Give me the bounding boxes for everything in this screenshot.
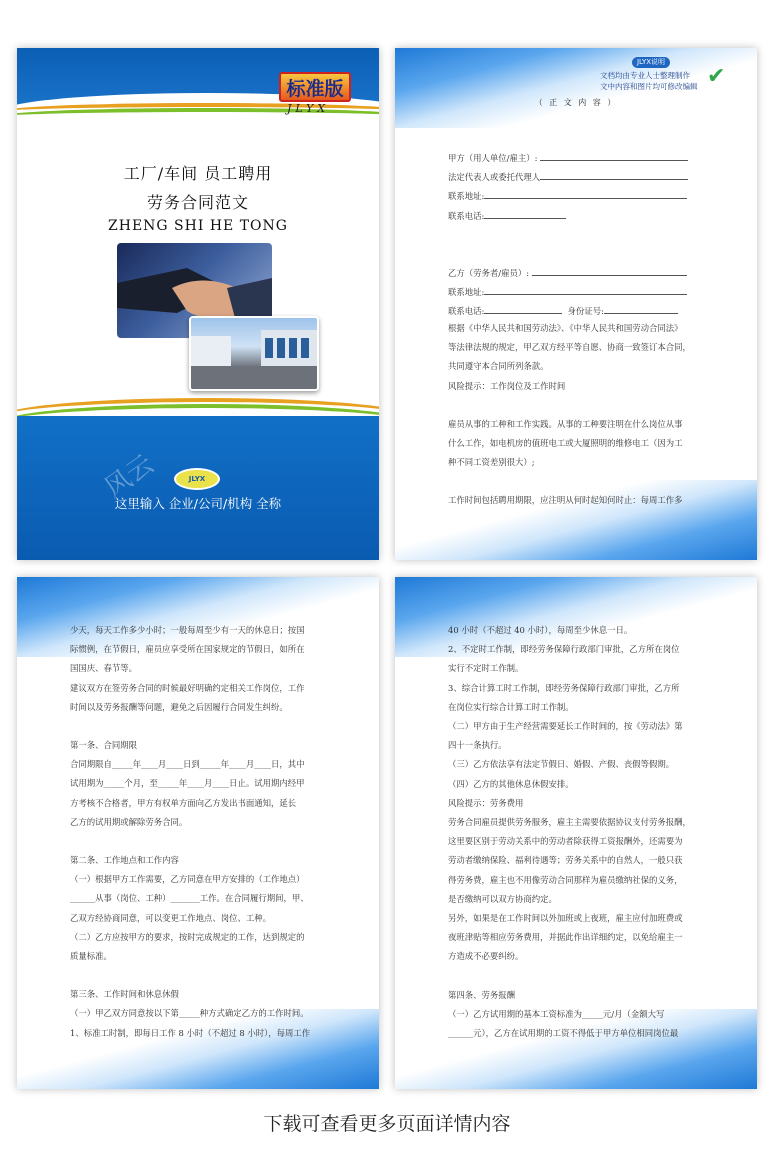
- text-line: （二）甲方由于生产经营需要延长工作时间的，按《劳动法》第: [448, 721, 683, 732]
- factory-photo: [189, 316, 319, 391]
- text-line: 际惯例，在节假日，雇员应享受所在国家规定的节假日，如所在: [70, 644, 305, 655]
- text-line: 方造成不必要纠纷。: [448, 951, 524, 962]
- text-line: ______元），乙方在试用期的工资不得低于甲方单位相同岗位最: [448, 1028, 679, 1039]
- text-line: 这里要区别于劳动关系中的劳动者除获得工资报酬外，还需要为: [448, 836, 683, 847]
- text-line: 另外，如果是在工作时间以外加班或上夜班，雇主应付加班费或: [448, 913, 683, 924]
- text-line: （四）乙方的其他休息休假安排。: [448, 778, 574, 789]
- text-line: 风险提示：工作岗位及工作时间: [448, 380, 566, 391]
- company-logo: JLYX: [174, 468, 220, 490]
- text-line: 乙方的试用期或解除劳务合同。: [70, 816, 188, 827]
- phone-b-label: 联系电话:: [448, 306, 485, 317]
- text-line: 40 小时（不超过 40 小时），每周至少休息一日。: [448, 625, 633, 635]
- cover-page: [17, 48, 379, 560]
- text-line: 少天，每天工作多少小时；一般每周至少有一天的休息日；按国: [70, 625, 305, 635]
- page4-body: [448, 621, 710, 1043]
- addr-b-label: 联系地址:: [448, 287, 485, 298]
- content-page-2: [17, 577, 379, 1089]
- party-a-line: [540, 151, 688, 161]
- cover-title-line1: 工厂/车间 员工聘用: [123, 164, 273, 183]
- text-line: 质量标准。: [70, 951, 112, 962]
- text-line: 方考核不合格者，甲方有权单方面向乙方发出书面通知，延长: [70, 797, 297, 808]
- text-line: （二）乙方应按甲方的要求，按时完成规定的工作，达到规定的: [70, 931, 305, 942]
- content-page-1: [395, 48, 757, 560]
- text-line: 种不同工资差别很大）;: [448, 457, 535, 468]
- edition-badge: 标准版: [279, 72, 351, 102]
- id-no-label: 身份证号:: [567, 306, 604, 317]
- text-line: 在岗位实行综合计算工时工作制。: [448, 701, 574, 712]
- text-line: 乙双方经协商同意，可以变更工作地点、岗位、工种。: [70, 912, 271, 923]
- content-page-3: [395, 577, 757, 1089]
- page3-body: [70, 621, 332, 1043]
- text-line: （一）根据甲方工作需要，乙方同意在甲方安排的（工作地点）: [70, 874, 305, 885]
- party-info: [448, 149, 710, 321]
- article-heading: 第三条、工作时间和休息休假: [70, 989, 179, 1000]
- text-line: 劳动者缴纳保险、福利待遇等；劳务关系中的自然人，一般只获: [448, 855, 683, 866]
- legal-rep-label: 法定代表人或委托代理人: [448, 172, 541, 183]
- top-swoosh: [395, 48, 757, 128]
- section-title: （ 正 文 内 容 ）: [534, 98, 618, 107]
- text-line: 夜班津贴等相应劳务费用，并据此作出详细约定，以免给雇主一: [448, 932, 683, 943]
- text-line: ______从事（岗位、工种）_______工作。在合同履行期间，甲、: [70, 893, 309, 904]
- text-line: （一）甲乙双方同意按以下第_____种方式确定乙方的工作时间。: [70, 1008, 309, 1019]
- article-heading: 第二条、工作地点和工作内容: [70, 855, 179, 866]
- download-caption: 下载可查看更多页面详情内容: [263, 1113, 511, 1135]
- cover-company-name: 这里输入 企业/公司/机构 全称: [114, 496, 282, 511]
- text-line: 是否缴纳可以双方协商约定。: [448, 893, 557, 904]
- text-line: 得劳务费，雇主也不用像劳动合同那样为雇员缴纳社保的义务，: [448, 874, 683, 885]
- addr-a-label: 联系地址:: [448, 191, 485, 202]
- cover-watermark: 风云: [99, 449, 160, 504]
- text-line: 四十一条执行。: [448, 740, 507, 751]
- article-heading: 第四条、劳务报酬: [448, 989, 515, 1000]
- text-line: 雇员从事的工种和工作实践。从事的工种要注明在什么岗位从事: [448, 418, 683, 429]
- note-line1: 文档均由专业人士整理制作: [600, 71, 690, 80]
- note-line2: 文中内容和图片均可修改编辑: [600, 82, 698, 91]
- page2-body: [448, 319, 710, 511]
- text-line: 2、不定时工作制，即经劳务保障行政部门审批，乙方所在岗位: [448, 644, 680, 655]
- text-line: 国国庆、春节等。: [70, 663, 137, 674]
- badge-sub: JLYX: [287, 102, 330, 115]
- text-line: 试用期为_____个月，至_____年____月____日止。试用期内经甲: [70, 778, 305, 789]
- text-line: 劳务合同雇员提供劳务服务，雇主主需要依据协议支付劳务报酬，: [448, 817, 691, 828]
- check-icon: ✔: [707, 64, 726, 89]
- text-line: 合同期限自_____年____月____日到_____年____月____日，其中: [70, 759, 305, 770]
- text-line: （一）乙方试用期的基本工资标准为_____元/月（金额大写: [448, 1008, 665, 1019]
- text-line: 时间以及劳务报酬等问题，避免之后因履行合同发生纠纷。: [70, 701, 288, 712]
- party-a-label: 甲方（用人单位/雇主）:: [448, 153, 538, 163]
- party-b-label: 乙方（劳务者/雇员）:: [448, 267, 530, 278]
- phone-a-label: 联系电话:: [448, 210, 485, 221]
- text-line: 等法律法规的规定，甲乙双方经平等自愿、协商一致签订本合同，: [448, 342, 691, 353]
- text-line: 风险提示：劳务费用: [448, 797, 524, 808]
- text-line: （三）乙方依法享有法定节假日、婚假、产假、丧假等假期。: [448, 759, 675, 770]
- text-line: 共同遵守本合同所列条款。: [448, 361, 549, 372]
- note-pill: JLYX说明: [632, 57, 670, 68]
- cover-title-line2: 劳务合同范文: [146, 193, 249, 212]
- text-line: 根据《中华人民共和国劳动法》、《中华人民共和国劳动合同法》: [448, 323, 683, 333]
- text-line: 建议双方在签劳务合同的时候最好明确约定相关工作岗位，工作: [70, 682, 305, 693]
- article-heading: 第一条、合同期限: [70, 740, 137, 751]
- text-line: 3、综合计算工时工作制，即经劳务保障行政部门审批，乙方所: [448, 682, 680, 693]
- text-line: 1、标准工时制，即每日工作 8 小时（不超过 8 小时），每周工作: [70, 1027, 311, 1038]
- text-line: 实行不定时工作制。: [448, 663, 524, 674]
- text-line: 什么工作，如电机房的值班电工或大厦照明的维修电工（因为工: [448, 438, 683, 449]
- text-line: 工作时间包括聘用期限，应注明从何时起知何时止：每周工作多: [448, 495, 683, 506]
- cover-title-en: ZHENG SHI HE TONG: [108, 218, 288, 234]
